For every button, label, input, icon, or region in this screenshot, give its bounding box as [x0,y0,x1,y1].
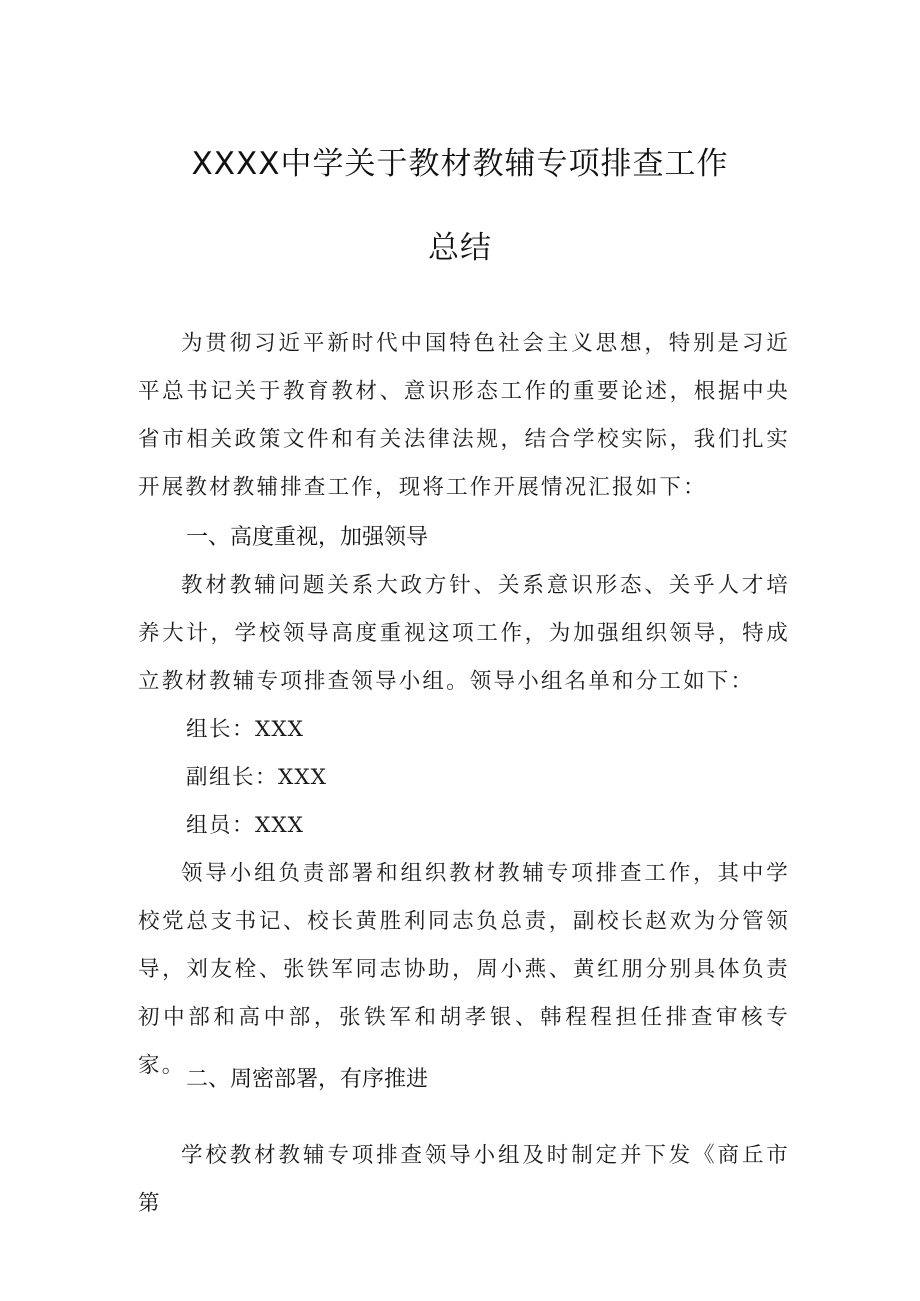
section2-heading: 二、周密部署，有序推进 [186,1067,429,1092]
document-title-line1: XXXX中学关于教材教辅专项排查工作 [191,146,729,182]
section1-paragraph: 教材教辅问题关系大政方针、关系意识形态、关乎人才培养大计，学校领导高度重视这项工作，为加强组织领导，特成立教材教辅专项排查领导小组。领导小组名单和分工如下： [138,573,790,694]
member-name: XXX [255,717,304,742]
member-deputy-leader [186,754,327,802]
duties-paragraph: 领导小组负责部署和组织教材教辅专项排查工作，其中学校党总支书记、校长黄胜利同志负总责，副校长赵欢为分管领导，刘友栓、张铁军同志协助，周小燕、黄红朋分别具体负责初中部和高中部，张铁军和胡孝银、韩程程担任排查审核专家。 [138,861,790,1078]
member-role: 组长： [186,717,256,742]
member-members [186,802,304,850]
document-title-line2: 总结 [428,230,492,266]
member-role: 副组长： [186,765,279,790]
member-name: XXX [255,813,304,838]
section1-heading: 一、高度重视，加强领导 [186,525,429,550]
section2-paragraph: 学校教材教辅专项排查领导小组及时制定并下发《商丘市第 [138,1143,790,1216]
member-name: XXX [278,765,327,790]
member-role: 组员： [186,813,256,838]
member-leader [186,706,304,754]
intro-paragraph: 为贯彻习近平新时代中国特色社会主义思想，特别是习近平总书记关于教育教材、意识形态工作的重要论述，根据中央省市相关政策文件和有关法律法规，结合学校实际，我们扎实开展教材教辅排查工作，现将工作开展情况汇报如下： [138,331,790,500]
